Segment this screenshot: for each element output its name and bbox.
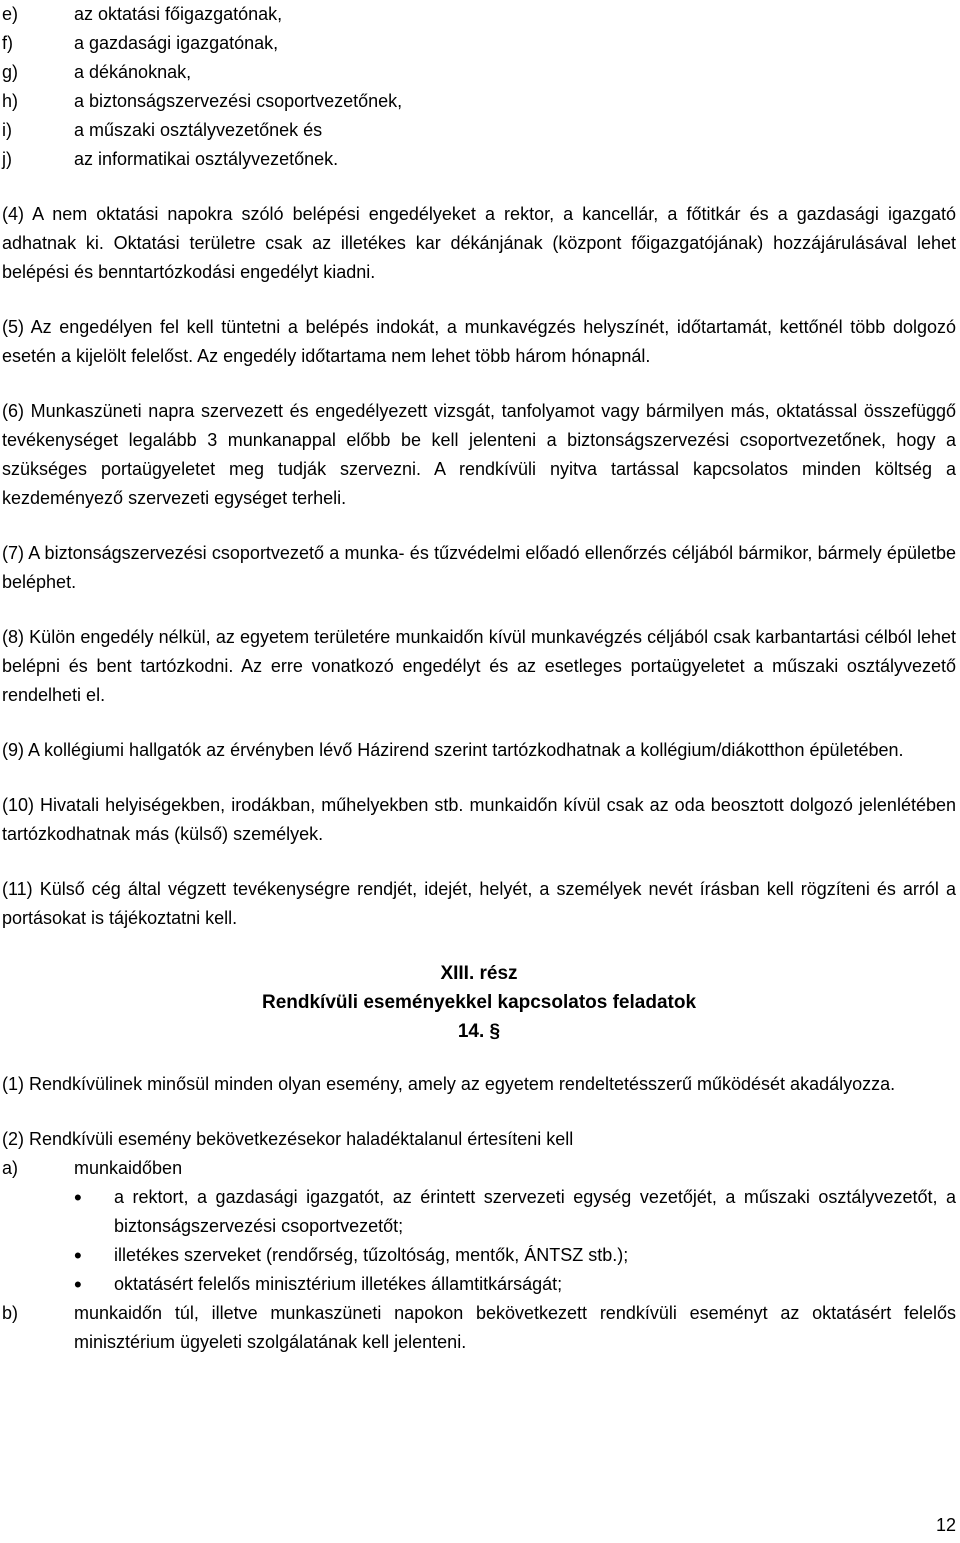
list-item: [2, 87, 956, 116]
bullet-text: a rektort, a gazdasági igazgatót, az érintett szervezeti egység vezetőjét, a műszaki osztályvezetőt, a biztonságszervezési csoportvezetőt;: [114, 1187, 956, 1236]
spacer: [2, 765, 956, 791]
list-text: az informatikai osztályvezetőnek.: [74, 149, 339, 169]
list-marker: h): [2, 91, 19, 111]
section-number: 14. §: [457, 1021, 501, 1042]
list-marker: e): [2, 4, 19, 24]
s14-paragraph-1: (1) Rendkívülinek minősül minden olyan esemény, amely az egyetem rendeltetésszerű működését akadályozza.: [2, 1074, 896, 1094]
bullet-item: [74, 1241, 956, 1270]
list-item: [2, 145, 956, 174]
spacer: [2, 849, 956, 875]
bullet-text: oktatásért felelős minisztérium illetékes államtitkárságát;: [114, 1274, 563, 1294]
list-text: az oktatási főigazgatónak,: [74, 4, 283, 24]
list-item: [2, 0, 956, 29]
paragraph-9: (9) A kollégiumi hallgatók az érvényben lévő Házirend szerint tartózkodhatnak a kollégium/diákotthon épületében.: [2, 740, 904, 760]
sub-text: munkaidőben: [74, 1158, 183, 1178]
list-marker: g): [2, 62, 19, 82]
spacer: [2, 933, 956, 959]
bullet-icon: •: [74, 1272, 82, 1297]
spacer: [2, 1099, 956, 1125]
spacer: [2, 597, 956, 623]
section-title: Rendkívüli eseményekkel kapcsolatos feladatok: [261, 992, 697, 1013]
bullet-item: [74, 1183, 956, 1241]
spacer: [2, 287, 956, 313]
part-title: XIII. rész: [440, 963, 518, 984]
list-item: [2, 29, 956, 58]
page-number: 12: [935, 1515, 956, 1535]
spacer: [2, 710, 956, 736]
sub-text: munkaidőn túl, illetve munkaszüneti napokon bekövetkezett rendkívüli eseményt az oktatásért felelős minisztérium ügyeleti szolgálatának kell jelenteni.: [74, 1303, 956, 1352]
spacer: [2, 1046, 956, 1070]
paragraph-8: (8) Külön engedély nélkül, az egyetem területére munkaidőn kívül munkavégzés céljából csak karbantartási célból lehet belépni és bent tartózkodni. Az erre vonatkozó engedélyt és az esetleges portaügyeletet a műszaki osztályvezető rendelheti el.: [2, 627, 956, 705]
bullet-item: [74, 1270, 956, 1299]
list-item: [2, 58, 956, 87]
spacer: [2, 371, 956, 397]
sub-marker: a): [2, 1158, 19, 1178]
list-text: a dékánoknak,: [74, 62, 192, 82]
list-text: a műszaki osztályvezetőnek és: [74, 120, 323, 140]
paragraph-10: (10) Hivatali helyiségekben, irodákban, műhelyekben stb. munkaidőn kívül csak az oda beosztott dolgozó jelenlétében tartózkodhatnak más (külső) személyek.: [2, 795, 956, 844]
list-marker: i): [2, 120, 12, 140]
paragraph-11: (11) Külső cég által végzett tevékenységre rendjét, idejét, helyét, a személyek nevét írásban kell rögzíteni és arról a portásokat is tájékoztatni kell.: [2, 879, 956, 928]
sub-item-a: [2, 1154, 956, 1183]
spacer: [2, 513, 956, 539]
bullet-list: [2, 1183, 956, 1299]
paragraph-6: (6) Munkaszüneti napra szervezett és engedélyezett vizsgát, tanfolyamot vagy bármilyen más, oktatással összefüggő tevékenységet legalább 3 munkanappal előbb be kell jelenteni a biztonságszervezési csoportvezetőnek, hogy a szükséges portaügyeletet meg tudják szervezni. A rendkívüli nyitva tartással kapcsolatos minden költség a kezdeményező szervezeti egységet terheli.: [2, 401, 956, 508]
section-heading: [2, 959, 956, 1046]
paragraph-7: (7) A biztonságszervezési csoportvezető a munka- és tűzvédelmi előadó ellenőrzés céljából bármikor, bármely épületbe beléphet.: [2, 543, 956, 592]
sub-item-b: [2, 1299, 956, 1357]
list-marker: f): [2, 33, 13, 53]
bullet-icon: •: [74, 1243, 82, 1268]
list-text: a biztonságszervezési csoportvezetőnek,: [74, 91, 403, 111]
list-item: [2, 116, 956, 145]
recipient-list: [2, 0, 956, 174]
bullet-text: illetékes szerveket (rendőrség, tűzoltóság, mentők, ÁNTSZ stb.);: [114, 1245, 629, 1265]
bullet-icon: •: [74, 1185, 82, 1210]
paragraph-5: (5) Az engedélyen fel kell tüntetni a belépés indokát, a munkavégzés helyszínét, időtartamát, kettőnél több dolgozó esetén a kijelölt felelőst. Az engedély időtartama nem lehet több három hónapnál.: [2, 317, 956, 366]
spacer: [2, 174, 956, 200]
sub-marker: b): [2, 1303, 19, 1323]
page-content: [2, 0, 956, 1357]
list-text: a gazdasági igazgatónak,: [74, 33, 279, 53]
paragraph-4: (4) A nem oktatási napokra szóló belépési engedélyeket a rektor, a kancellár, a főtitkár és a gazdasági igazgató adhatnak ki. Oktatási területre csak az illetékes kar dékánjának (központ főigazgatójának) hozzájárulásával lehet belépési és benntartózkodási engedélyt kiadni.: [2, 204, 956, 282]
list-marker: j): [2, 149, 12, 169]
s14-paragraph-2-intro: (2) Rendkívüli esemény bekövetkezésekor haladéktalanul értesíteni kell: [2, 1129, 574, 1149]
